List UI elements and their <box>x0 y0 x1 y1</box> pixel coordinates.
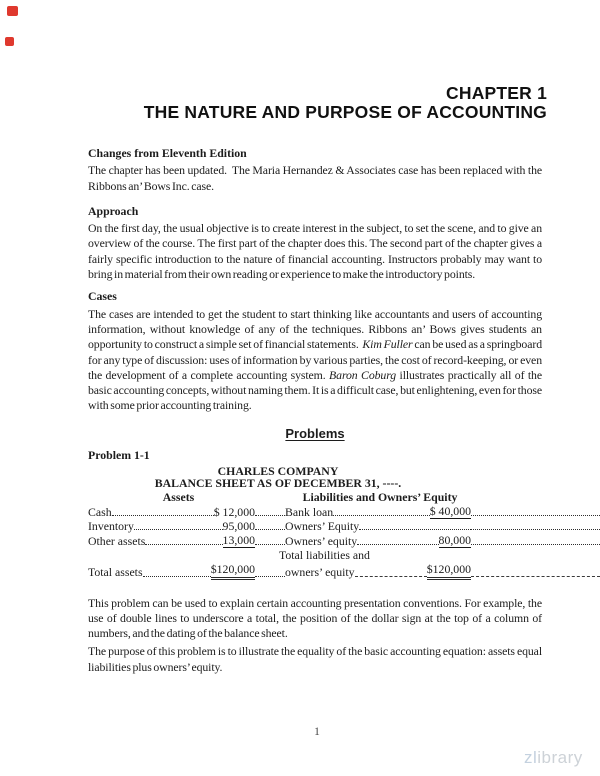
dot-leader <box>255 544 285 545</box>
problem-label: Problem 1-1 <box>88 447 150 462</box>
chapter-heading <box>144 84 547 122</box>
dot-leader <box>145 544 222 545</box>
cases-text: can be used as a springboard for any type of discussion: uses of information by various parties, the cost of record-keeping, or even the development of a complete accounting system. <box>88 337 542 382</box>
liability-label: Total liabilities and <box>279 548 370 563</box>
asset-label: Cash <box>88 505 112 520</box>
section-heading-changes: Changes from Eleventh Edition <box>88 146 247 160</box>
section-heading-approach: Approach <box>88 203 139 218</box>
dot-leader <box>134 529 223 530</box>
cases-paragraph <box>88 307 542 414</box>
table-row <box>88 562 600 579</box>
asset-amount: 95,000 <box>222 519 255 534</box>
page-number: 1 <box>314 726 320 738</box>
statement-title: BALANCE SHEET AS OF DECEMBER 31, ----. <box>154 476 402 491</box>
page-body <box>88 146 542 675</box>
approach-paragraph: On the first day, the usual objective is to create interest in the subject, to set the scene, and to give an overview of the course. The first part of the chapter does this. The second part of the chapter gives a fairly specific introduction to the nature of financial accounting. Instructors probably may want to bring in material from their own reading or experience to make the introductory points. <box>88 221 542 282</box>
section-heading-cases: Cases <box>88 289 117 304</box>
note-paragraph-1: This problem can be used to explain certain accounting presentation conventions. For example, the use of double lines to underscore a total, the position of the dollar sign at the top of a column of numbers, and the dating of the balance sheet. <box>88 595 542 641</box>
chapter-title: THE NATURE AND PURPOSE OF ACCOUNTING <box>143 102 547 122</box>
liability-label: owners’ equity <box>285 565 355 580</box>
asset-label: Other assets <box>88 534 146 549</box>
liability-label: Owners’ equity <box>285 534 358 549</box>
dot-leader <box>359 529 471 530</box>
liability-total-amount: $120,000 <box>427 562 471 579</box>
liability-label: Bank loan <box>285 505 334 520</box>
dot-leader <box>143 576 211 577</box>
dot-leader <box>471 515 600 516</box>
changes-paragraph: The chapter has been updated. The Maria Hernandez & Associates case has been replaced with the Ribbons an’ Bows Inc. case. <box>88 163 542 193</box>
table-row <box>88 504 600 519</box>
liability-label: Owners’ Equity <box>285 519 360 534</box>
dash-leader <box>355 576 427 577</box>
watermark-prefix: zl <box>524 748 538 767</box>
dot-leader <box>255 576 285 577</box>
table-column-headers <box>88 490 600 504</box>
red-corner-mark-icon <box>7 6 18 16</box>
asset-amount: $ 12,000 <box>213 505 255 520</box>
asset-label: Inventory <box>88 519 134 534</box>
asset-label: Total assets <box>88 565 143 580</box>
dot-leader <box>471 544 600 545</box>
case-name-baron-coburg: Baron Coburg <box>329 367 397 382</box>
dash-leader <box>471 576 600 577</box>
dot-leader <box>255 529 285 530</box>
cases-text: illustrates practically all of the basic accounting concepts, without naming them. It is a difficult case, but enlightening, even for those with some prior accounting training. <box>88 367 542 413</box>
dot-leader <box>255 515 285 516</box>
watermark-suffix: ibrary <box>537 748 583 767</box>
zlibrary-watermark <box>524 748 583 768</box>
red-corner-mark-icon <box>5 37 14 46</box>
balance-sheet-header <box>88 465 468 490</box>
problems-heading: Problems <box>285 425 345 441</box>
company-name: CHARLES COMPANY <box>217 464 339 479</box>
liability-amount: $ 40,000 <box>429 504 471 519</box>
dot-leader <box>112 515 214 516</box>
dot-leader <box>333 515 430 516</box>
cases-text: The cases are intended to get the student to start thinking like accountants and users of accounting information, without knowledge of any of the techniques. Ribbons an’ Bows gives students an opportunity to construct a simple set of financial statements. <box>88 306 542 352</box>
liabilities-column-header: Liabilities and Owners’ Equity <box>302 489 458 504</box>
dot-leader <box>357 544 438 545</box>
dot-leader <box>471 529 600 530</box>
asset-total-amount: $120,000 <box>211 562 255 579</box>
asset-amount: 13,000 <box>222 533 255 548</box>
liability-amount: 80,000 <box>438 533 471 548</box>
table-row <box>88 533 600 548</box>
table-row <box>88 519 600 533</box>
chapter-label: CHAPTER 1 <box>446 83 547 103</box>
assets-column-header: Assets <box>162 489 195 504</box>
table-row <box>88 548 600 562</box>
balance-sheet-table <box>88 490 600 580</box>
note-paragraph-2: The purpose of this problem is to illustrate the equality of the basic accounting equation: assets equal liabilities plus owners’ equity. <box>88 644 542 674</box>
case-name-kim-fuller: Kim Fuller <box>362 337 413 352</box>
